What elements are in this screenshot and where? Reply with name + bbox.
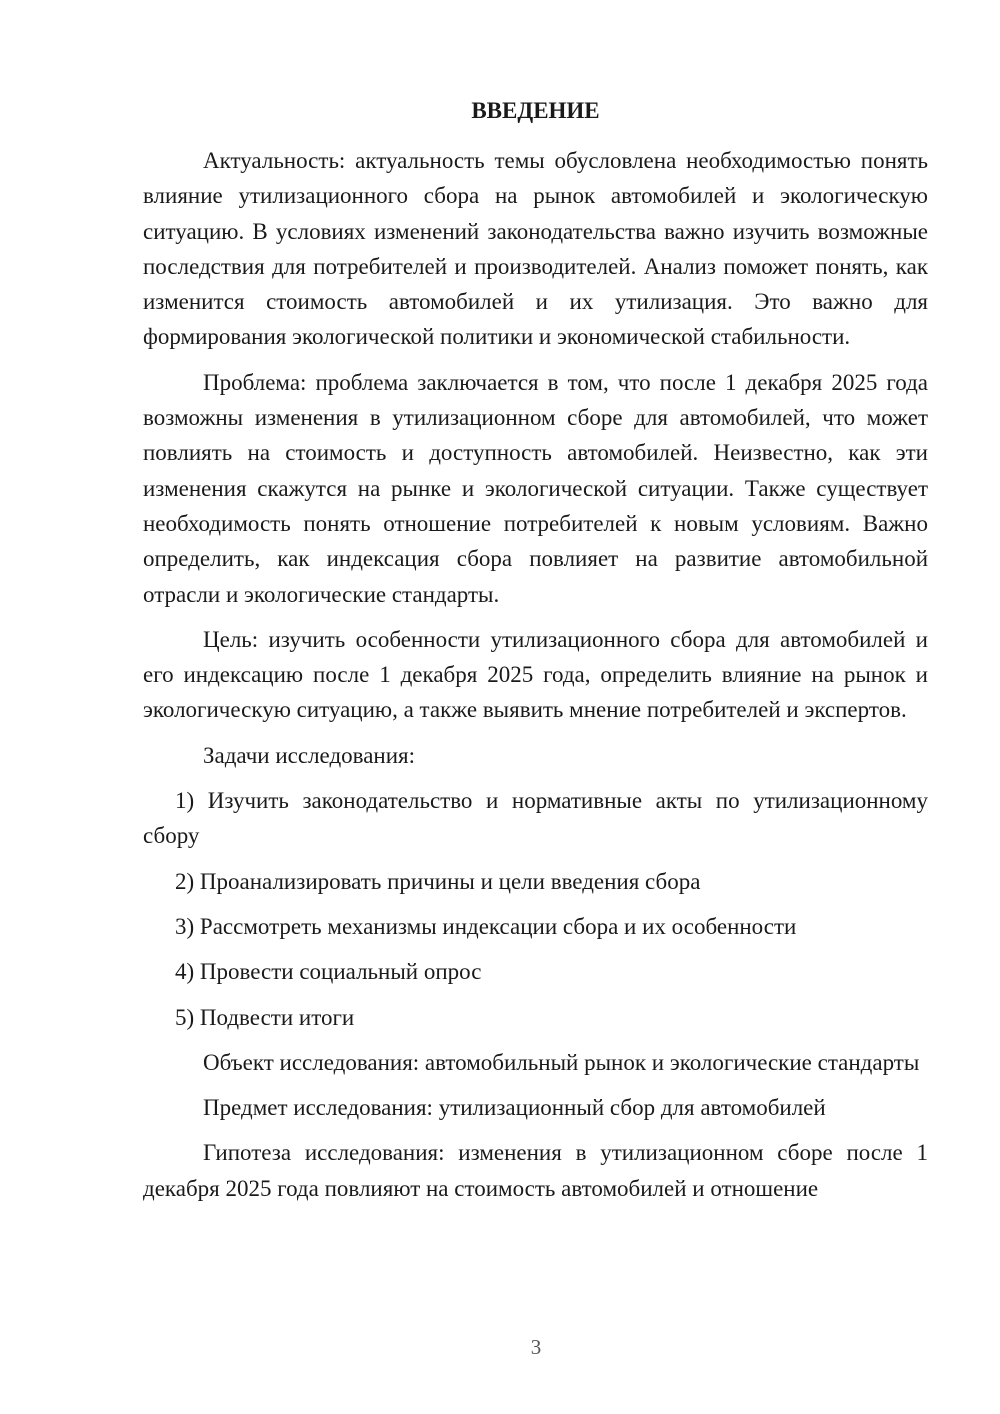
page-content [143,95,928,1216]
task-item-3: 3) Рассмотреть механизмы индексации сбора и их особенности [175,913,797,939]
task-item-2: 2) Проанализировать причины и цели введения сбора [175,868,701,894]
page-number: 3 [530,1335,542,1359]
problem-paragraph: Проблема: проблема заключается в том, что после 1 декабря 2025 года возможны изменения в утилизационном сборе для автомобилей, что может повлиять на стоимость и доступность автомобилей. Неизвестно, как эти изменения скажутся на рынке и экологической ситуации. Также существует необходимость понять отношение потребителей к новым условиям. Важно определить, как индексация сбора повлияет на развитие автомобильной отрасли и экологические стандарты. [143,369,928,607]
tasks-title: Задачи исследования: [203,742,416,768]
hypothesis-paragraph: Гипотеза исследования: изменения в утилизационном сборе после 1 декабря 2025 года повлияют на стоимость автомобилей и отношение [143,1140,928,1201]
relevance-paragraph: Актуальность: актуальность темы обусловлена необходимостью понять влияние утилизационного сбора на рынок автомобилей и экологическую ситуацию. В условиях изменений законодательства важно изучить возможные последствия для потребителей и производителей. Анализ поможет понять, как изменится стоимость автомобилей и их утилизация. Это важно для формирования экологической политики и экономической стабильности. [143,148,928,350]
section-heading: ВВЕДЕНИЕ [471,98,600,123]
task-item-4: 4) Провести социальный опрос [175,959,482,985]
task-item-5: 5) Подвести итоги [175,1004,355,1030]
subject-paragraph: Предмет исследования: утилизационный сбор для автомобилей [203,1095,826,1121]
task-item-1: 1) Изучить законодательство и нормативные акты по утилизационному сбору [143,788,928,849]
object-paragraph: Объект исследования: автомобильный рынок и экологические стандарты [203,1049,920,1075]
goal-paragraph: Цель: изучить особенности утилизационного сбора для автомобилей и его индексацию после 1 декабря 2025 года, определить влияние на рынок и экологическую ситуацию, а также выявить мнение потребителей и экспертов. [143,626,928,723]
